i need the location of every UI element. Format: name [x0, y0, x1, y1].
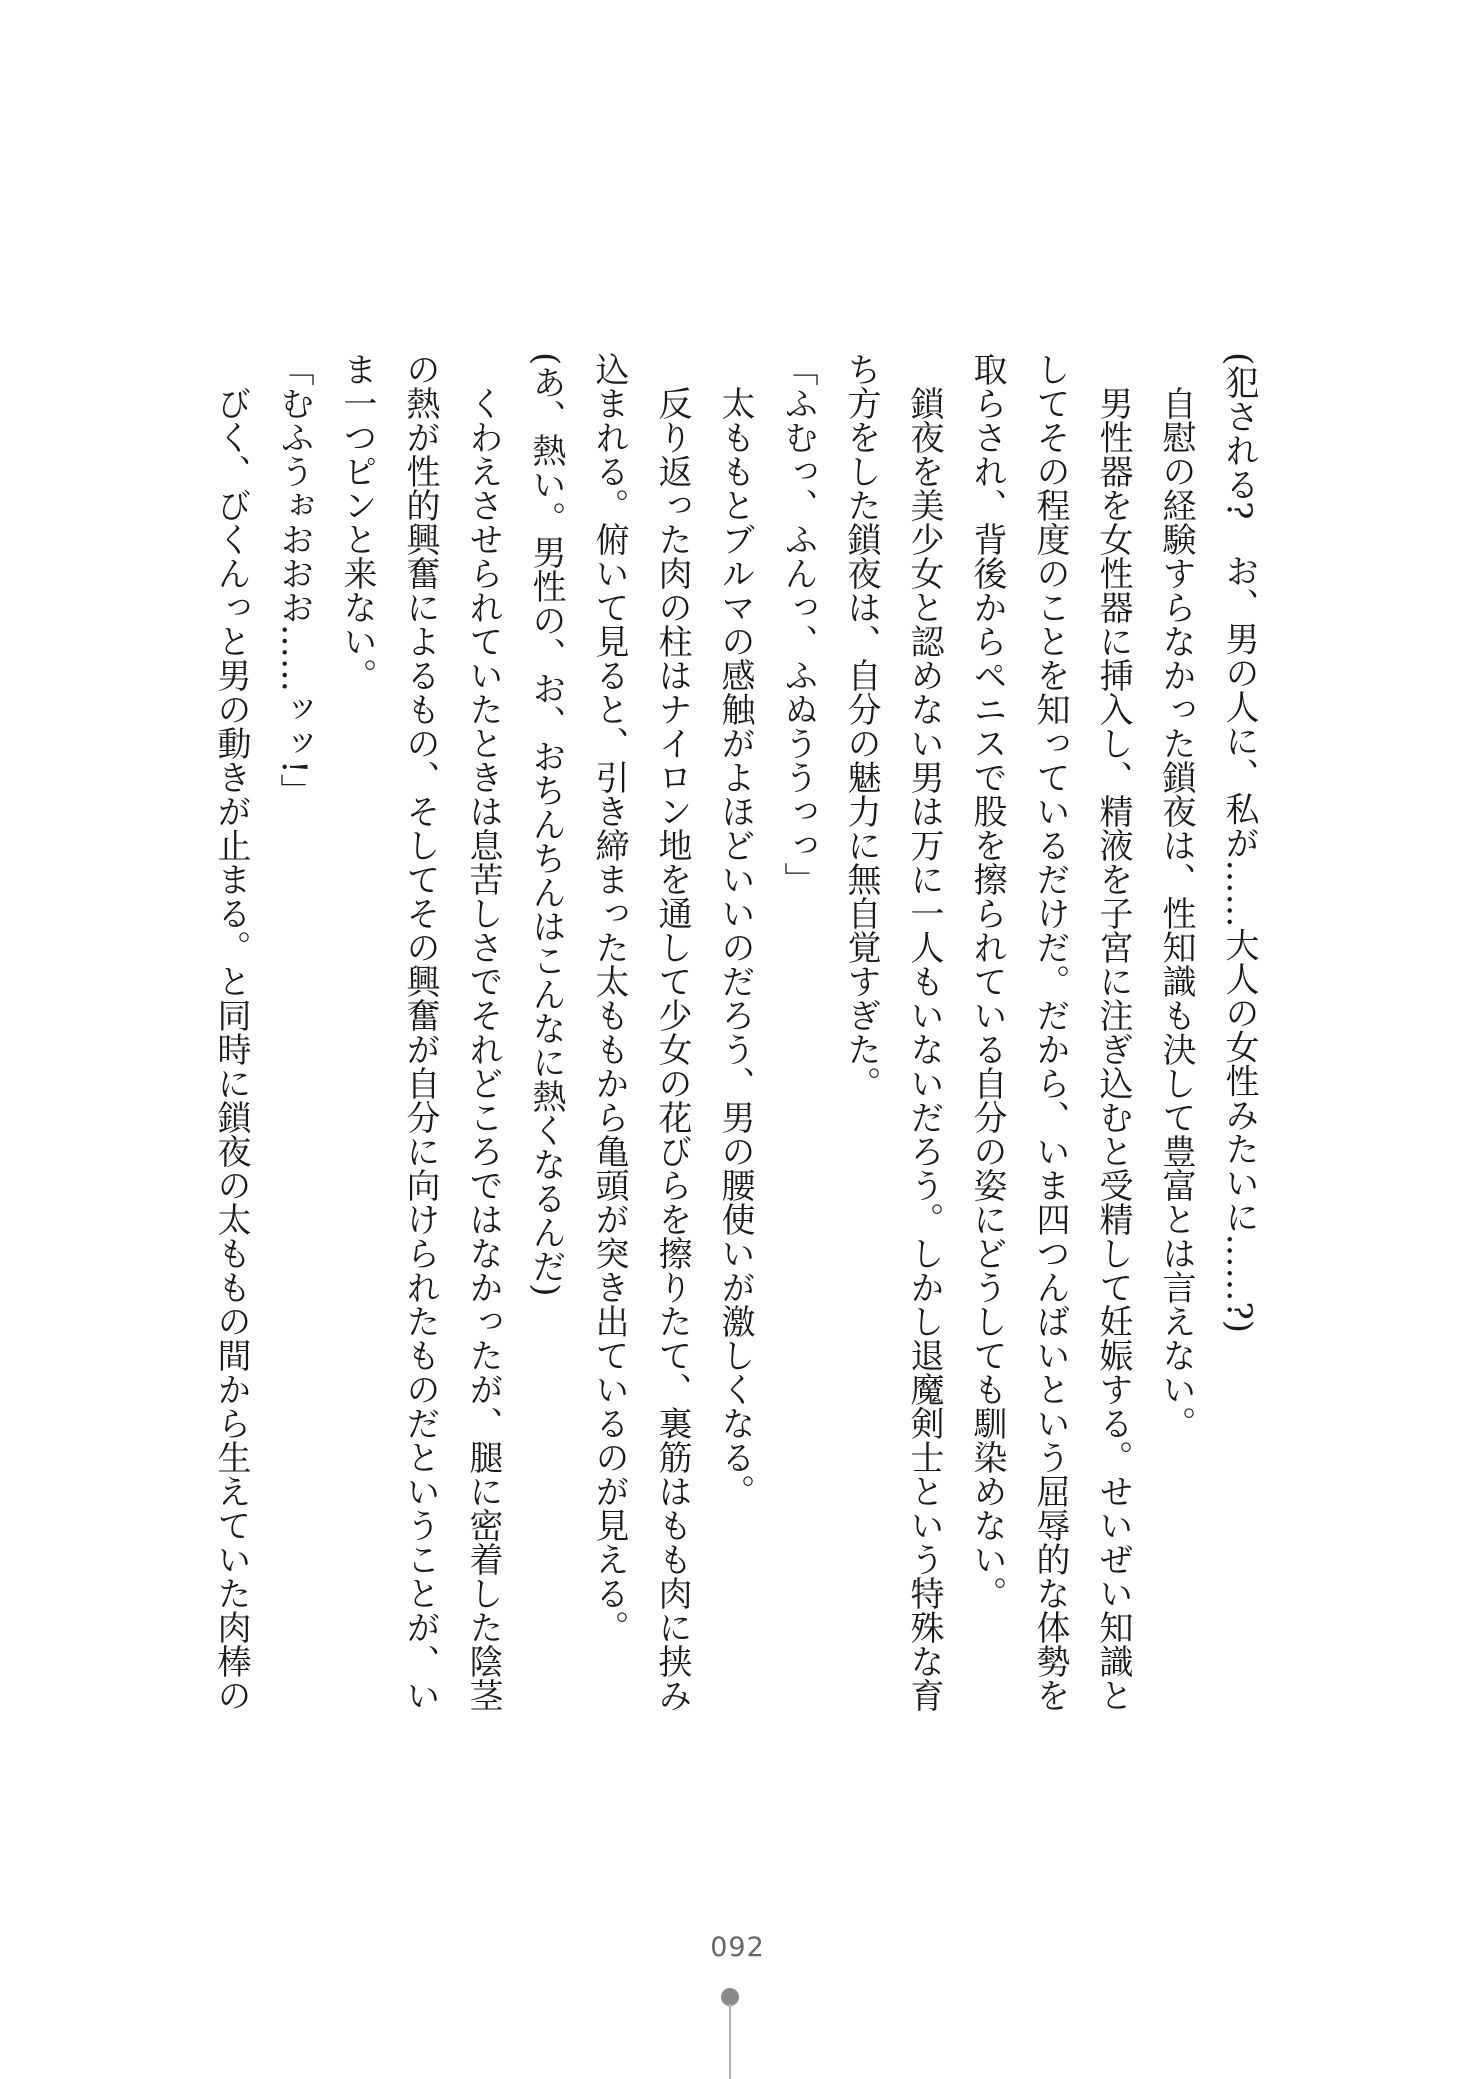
text-line: 取らされ、背後からペニスで股を擦られている自分の姿にどうしても馴染めない。	[967, 352, 1007, 1610]
text-line: (犯される? お、男の人に、私が……大人の女性みたいに……?)	[1219, 352, 1259, 1333]
text-line: くわえさせられていたときは息苦しさでそれどころではなかったが、腿に密着した陰茎	[463, 352, 503, 1712]
text-line: 込まれる。俯いて見ると、引き締まった太ももから亀頭が突き出ているのが見える。	[589, 352, 629, 1644]
text-line: 自慰の経験すらなかった鎖夜は、性知識も決して豊富とは言えない。	[1156, 352, 1196, 1440]
text-line: 男性器を女性器に挿入し、精液を子宮に注ぎ込むと受精して妊娠する。せいぜい知識と	[1093, 352, 1133, 1712]
text-line: (あ、熱い。男性の、お、おちんちんはこんなに熱くなるんだ)	[526, 352, 566, 1297]
text-line: 太ももとブルマの感触がよほどいいのだろう、男の腰使いが激しくなる。	[715, 352, 755, 1508]
text-line: びく、びくんっと男の動きが止まる。と同時に鎖夜の太ももの間から生えていた肉棒の	[211, 352, 251, 1712]
text-line: ま一つピンと来ない。	[337, 352, 377, 692]
text-line: の熱が性的興奮によるもの、そしてその興奮が自分に向けられたものだということが、い	[400, 352, 440, 1712]
text-line: 鎖夜を美少女と認めない男は万に一人もいないだろう。しかし退魔剣士という特殊な育	[904, 352, 944, 1712]
page-number: 092	[710, 1932, 765, 1963]
page-marker-line	[729, 2004, 731, 2079]
text-line: 「むふうぉおおお……ッッ!」	[274, 352, 314, 808]
text-line: してその程度のことを知っているだけだ。だから、いま四つんばいという屈辱的な体勢を	[1030, 352, 1070, 1712]
text-line: 反り返った肉の柱はナイロン地を通して少女の花びらを擦りたて、裏筋はもも肉に挟み	[652, 352, 692, 1712]
text-line: 「ふむっ、ふんっ、ふぬううっっ」	[778, 352, 818, 896]
text-line: ち方をした鎖夜は、自分の魅力に無自覚すぎた。	[841, 352, 881, 1100]
vertical-text-body	[211, 352, 1270, 1747]
